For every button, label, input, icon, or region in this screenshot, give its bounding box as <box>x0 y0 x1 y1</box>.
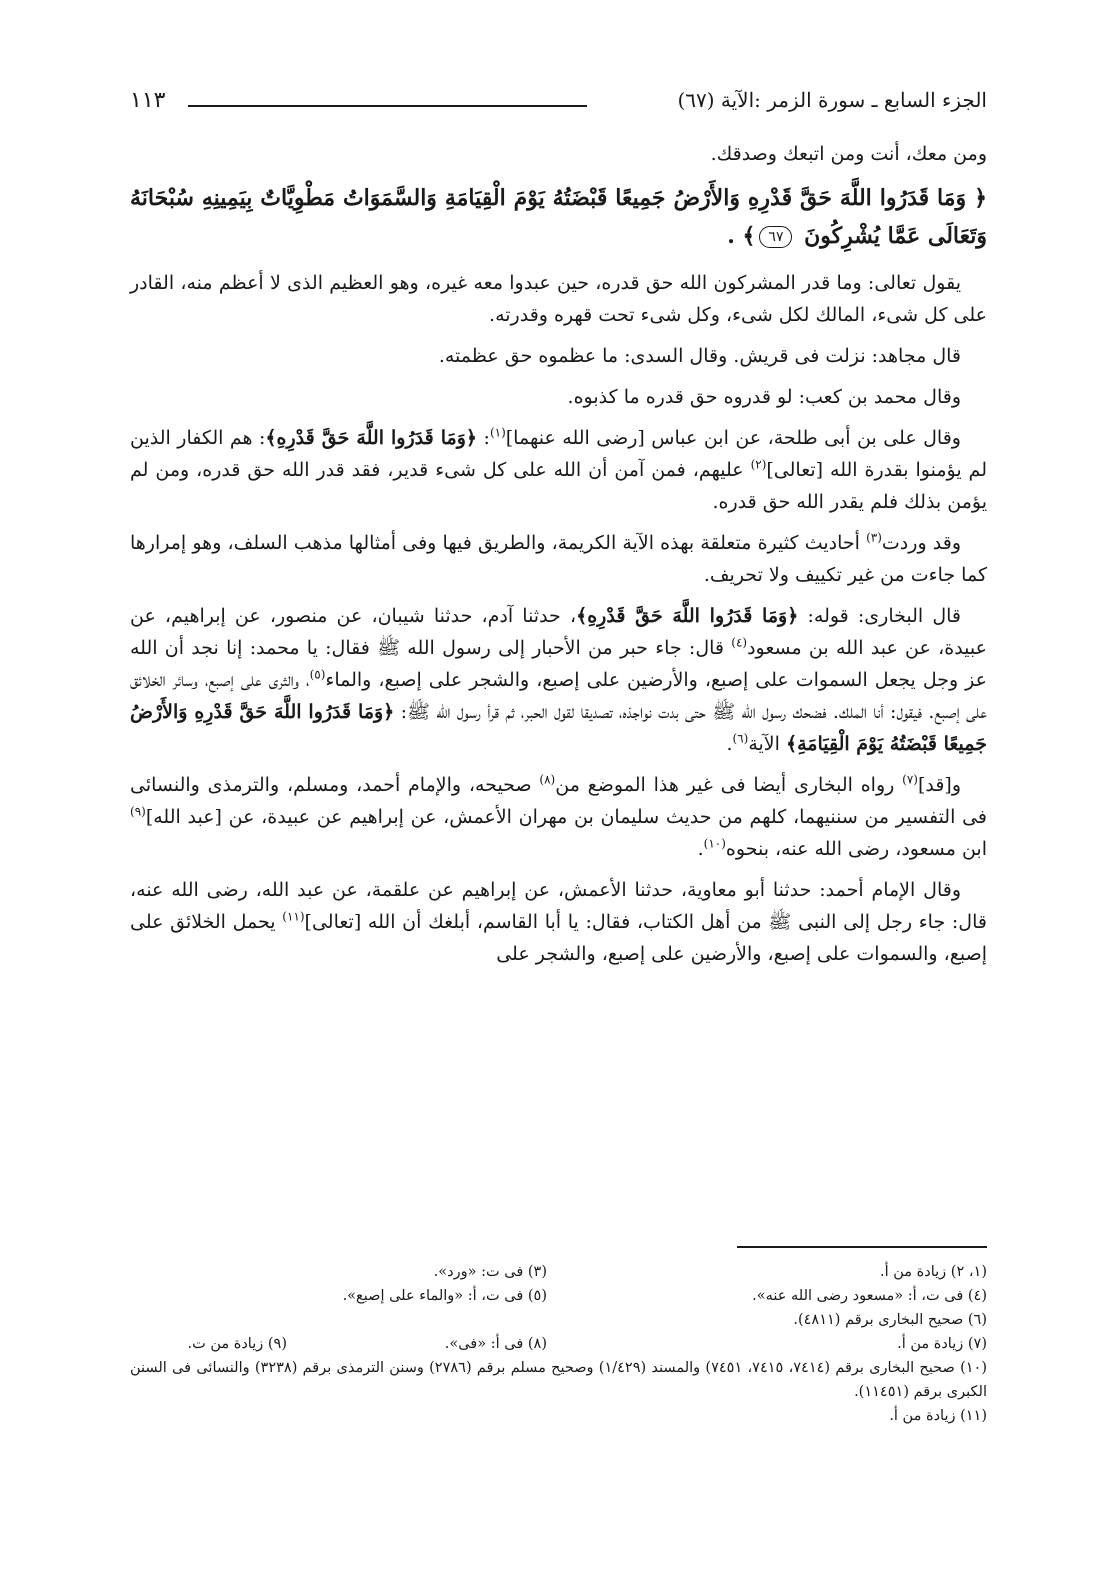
footnote: (٩) زيادة من ت. <box>187 1336 287 1352</box>
paragraph-text: وقال الإمام أحمد: حدثنا أبو معاوية، حدثنا الأعمش، عن إبراهيم عن علقمة، عن عبد الله، رضى الله عنه، قال: جاء رجل إلى النبى ﷺ من أهل الكتاب، فقال: يا أبا القاسم، أبلغك أن الله [تعالى] <box>130 879 987 933</box>
footnote: (١١) زيادة من أ. <box>889 1408 987 1424</box>
footnote: (٣) فى ت: «ورد». <box>433 1264 547 1280</box>
ayah-number: ٦٧ <box>759 226 792 248</box>
verse-end: ﴾ . <box>727 223 756 249</box>
paragraph-text: وقال محمد بن كعب: لو قدروه حق قدره ما كذبوه. <box>567 386 961 408</box>
paragraph-text: ، حدثنا آدم، حدثنا شيبان، عن منصور، عن إبراهيم، عن عبيدة، عن عبد الله بن مسعود <box>130 605 987 659</box>
footnote: (٥) فى ت، أ: «والماء على إصبع». <box>342 1288 547 1304</box>
paragraph <box>130 381 987 413</box>
footnote-rule <box>737 1246 987 1248</box>
paragraph <box>130 769 987 865</box>
verse-quote: ﴿وَمَا قَدَرُوا اللَّهَ حَقَّ قَدْرِهِ﴾ <box>265 427 478 449</box>
footnote-ref: (٤) <box>731 635 748 650</box>
paragraph-text: ابن مسعود، رضى الله عنه، بنحوه <box>725 838 987 860</box>
quran-verse <box>130 179 987 255</box>
paragraph <box>130 267 987 331</box>
footnote: (٨) فى أ: «فى». <box>444 1336 547 1352</box>
footnote: (١، ٢) زيادة من أ. <box>880 1264 987 1280</box>
paragraph-text: وقد وردت <box>881 532 962 554</box>
footnote-ref: (٣) <box>866 530 882 545</box>
paragraph-text: عليهم، فمن آمن أن الله على كل شىء قدير، فقد قدر الله حق قدره، ومن لم يؤمن بذلك فلم يقدر الله حق قدره. <box>130 459 987 513</box>
paragraph-text: ومن معك، أنت ومن اتبعك وصدقك. <box>710 143 987 165</box>
verse-text: ﴿ وَمَا قَدَرُوا اللَّهَ حَقَّ قَدْرِهِ وَالأَرْضُ جَمِيعًا قَبْضَتُهُ يَوْمَ الْقِيَامَةِ وَالسَّمَوَاتُ مَطْوِيَّاتٌ بِيَمِينِهِ سُبْحَانَهُ وَتَعَالَى عَمَّا يُشْرِكُونَ <box>130 185 987 249</box>
paragraph-text: ، والثرى على إصبع، وسائر الخلائق على إصبع. فيقول: أنا الملك. فضحك رسول الله ﷺ حتى بدت نواجذه، تصديقا لقول الحبر، ثم قرأ رسول الله ﷺ: <box>130 669 987 723</box>
verse-quote: ﴿وَمَا قَدَرُوا اللَّهَ حَقَّ قَدْرِهِ﴾ <box>576 605 799 627</box>
paragraph-text: يحمل الخلائق على إصبع، والسموات على إصبع، والأرضين على إصبع، والشجر على <box>130 911 987 965</box>
paragraph-text: و[قد] <box>917 774 962 796</box>
paragraph <box>130 422 987 518</box>
verse-quote: ﴿وَمَا قَدَرُوا اللَّهَ حَقَّ قَدْرِهِ وَالأَرْضُ جَمِيعًا قَبْضَتُهُ يَوْمَ الْقِيَامَةِ﴾ <box>130 701 987 755</box>
footnote: (٧) زيادة من أ. <box>897 1336 987 1352</box>
paragraph-text: وقال على بن أبى طلحة، عن ابن عباس [رضى الله عنهما] <box>505 427 961 449</box>
header-title: الجزء السابع ـ سورة الزمر :الآية (٦٧) <box>677 88 987 112</box>
page-number: ١١٣ <box>130 88 166 113</box>
paragraph-text: يقول تعالى: وما قدر المشركون الله حق قدره، حين عبدوا معه غيره، وهو العظيم الذى لا أعظم منه، القادر على كل شىء، المالك لكل شىء، وكل شىء تحت قهره وقدرته. <box>130 272 987 326</box>
footnote: (٤) فى ت، أ: «مسعود رضى الله عنه». <box>752 1288 987 1304</box>
header-rule <box>188 105 587 107</box>
footnote-ref: (١٠) <box>703 836 726 851</box>
footnote-row <box>130 1260 987 1284</box>
paragraph <box>130 600 987 760</box>
paragraph-text: الآية <box>748 733 786 755</box>
footnote-row <box>130 1284 987 1308</box>
paragraph-text: : <box>477 427 490 449</box>
footnotes <box>130 1260 987 1428</box>
footnote: (٦) صحيح البخارى برقم (٤٨١١). <box>793 1312 987 1328</box>
paragraph <box>130 138 987 170</box>
footnote-ref: (٨) <box>539 772 556 787</box>
running-header <box>130 88 987 122</box>
footnote-row <box>130 1308 987 1332</box>
paragraph-text: صحيحه، والإمام أحمد، ومسلم، والترمذى والنسائى فى التفسير من سننيهما، كلهم من حديث سليمان بن مهران الأعمش، عن إبراهيم عن عبيدة، عن [عبد الله] <box>130 774 987 828</box>
footnote-ref: (٢) <box>750 457 767 472</box>
paragraph-text: رواه البخارى أيضا فى غير هذا الموضع من <box>555 774 903 796</box>
paragraph-text: قال: جاء حبر من الأحبار إلى رسول الله ﷺ فقال: يا محمد: إنا نجد أن الله عز وجل يجعل السموات على إصبع، والأرضين على إصبع، والشجر على إصبع، والماء <box>130 637 987 691</box>
footnote: (١٠) صحيح البخارى برقم (٧٤١٤، ٧٤١٥، ٧٤٥١) والمسند (١/٤٢٩) وصحيح مسلم برقم (٢٧٨٦) وسنن الترمذى برقم (٣٢٣٨) والنسائى فى السنن الكبرى برقم (١١٤٥١). <box>130 1360 987 1400</box>
footnote-ref: (٩) <box>130 804 146 819</box>
paragraph-text: . <box>697 838 704 860</box>
footnote-ref: (١) <box>489 425 506 440</box>
paragraph-text: قال البخارى: قوله: <box>798 605 962 627</box>
footnote-ref: (١١) <box>282 909 305 924</box>
paragraph-text: : هم الكفار الذين لم يؤمنوا بقدرة الله [تعالى] <box>130 427 987 481</box>
paragraph <box>130 527 987 591</box>
footnote-row <box>130 1332 987 1356</box>
footnote-ref: (٦) <box>732 731 749 746</box>
paragraph <box>130 340 987 372</box>
footnote-ref: (٥) <box>309 667 326 682</box>
footnote-ref: (٧) <box>902 772 918 787</box>
body-text <box>130 138 987 979</box>
paragraph-text: أحاديث كثيرة متعلقة بهذه الآية الكريمة، والطريق فيها وفى أمثالها مذهب السلف، وهو إمرارها كما جاءت من غير تكييف ولا تحريف. <box>130 532 987 586</box>
paragraph-text: . <box>726 733 733 755</box>
paragraph-text: قال مجاهد: نزلت فى قريش. وقال السدى: ما عظموه حق عظمته. <box>438 345 961 367</box>
paragraph <box>130 874 987 970</box>
